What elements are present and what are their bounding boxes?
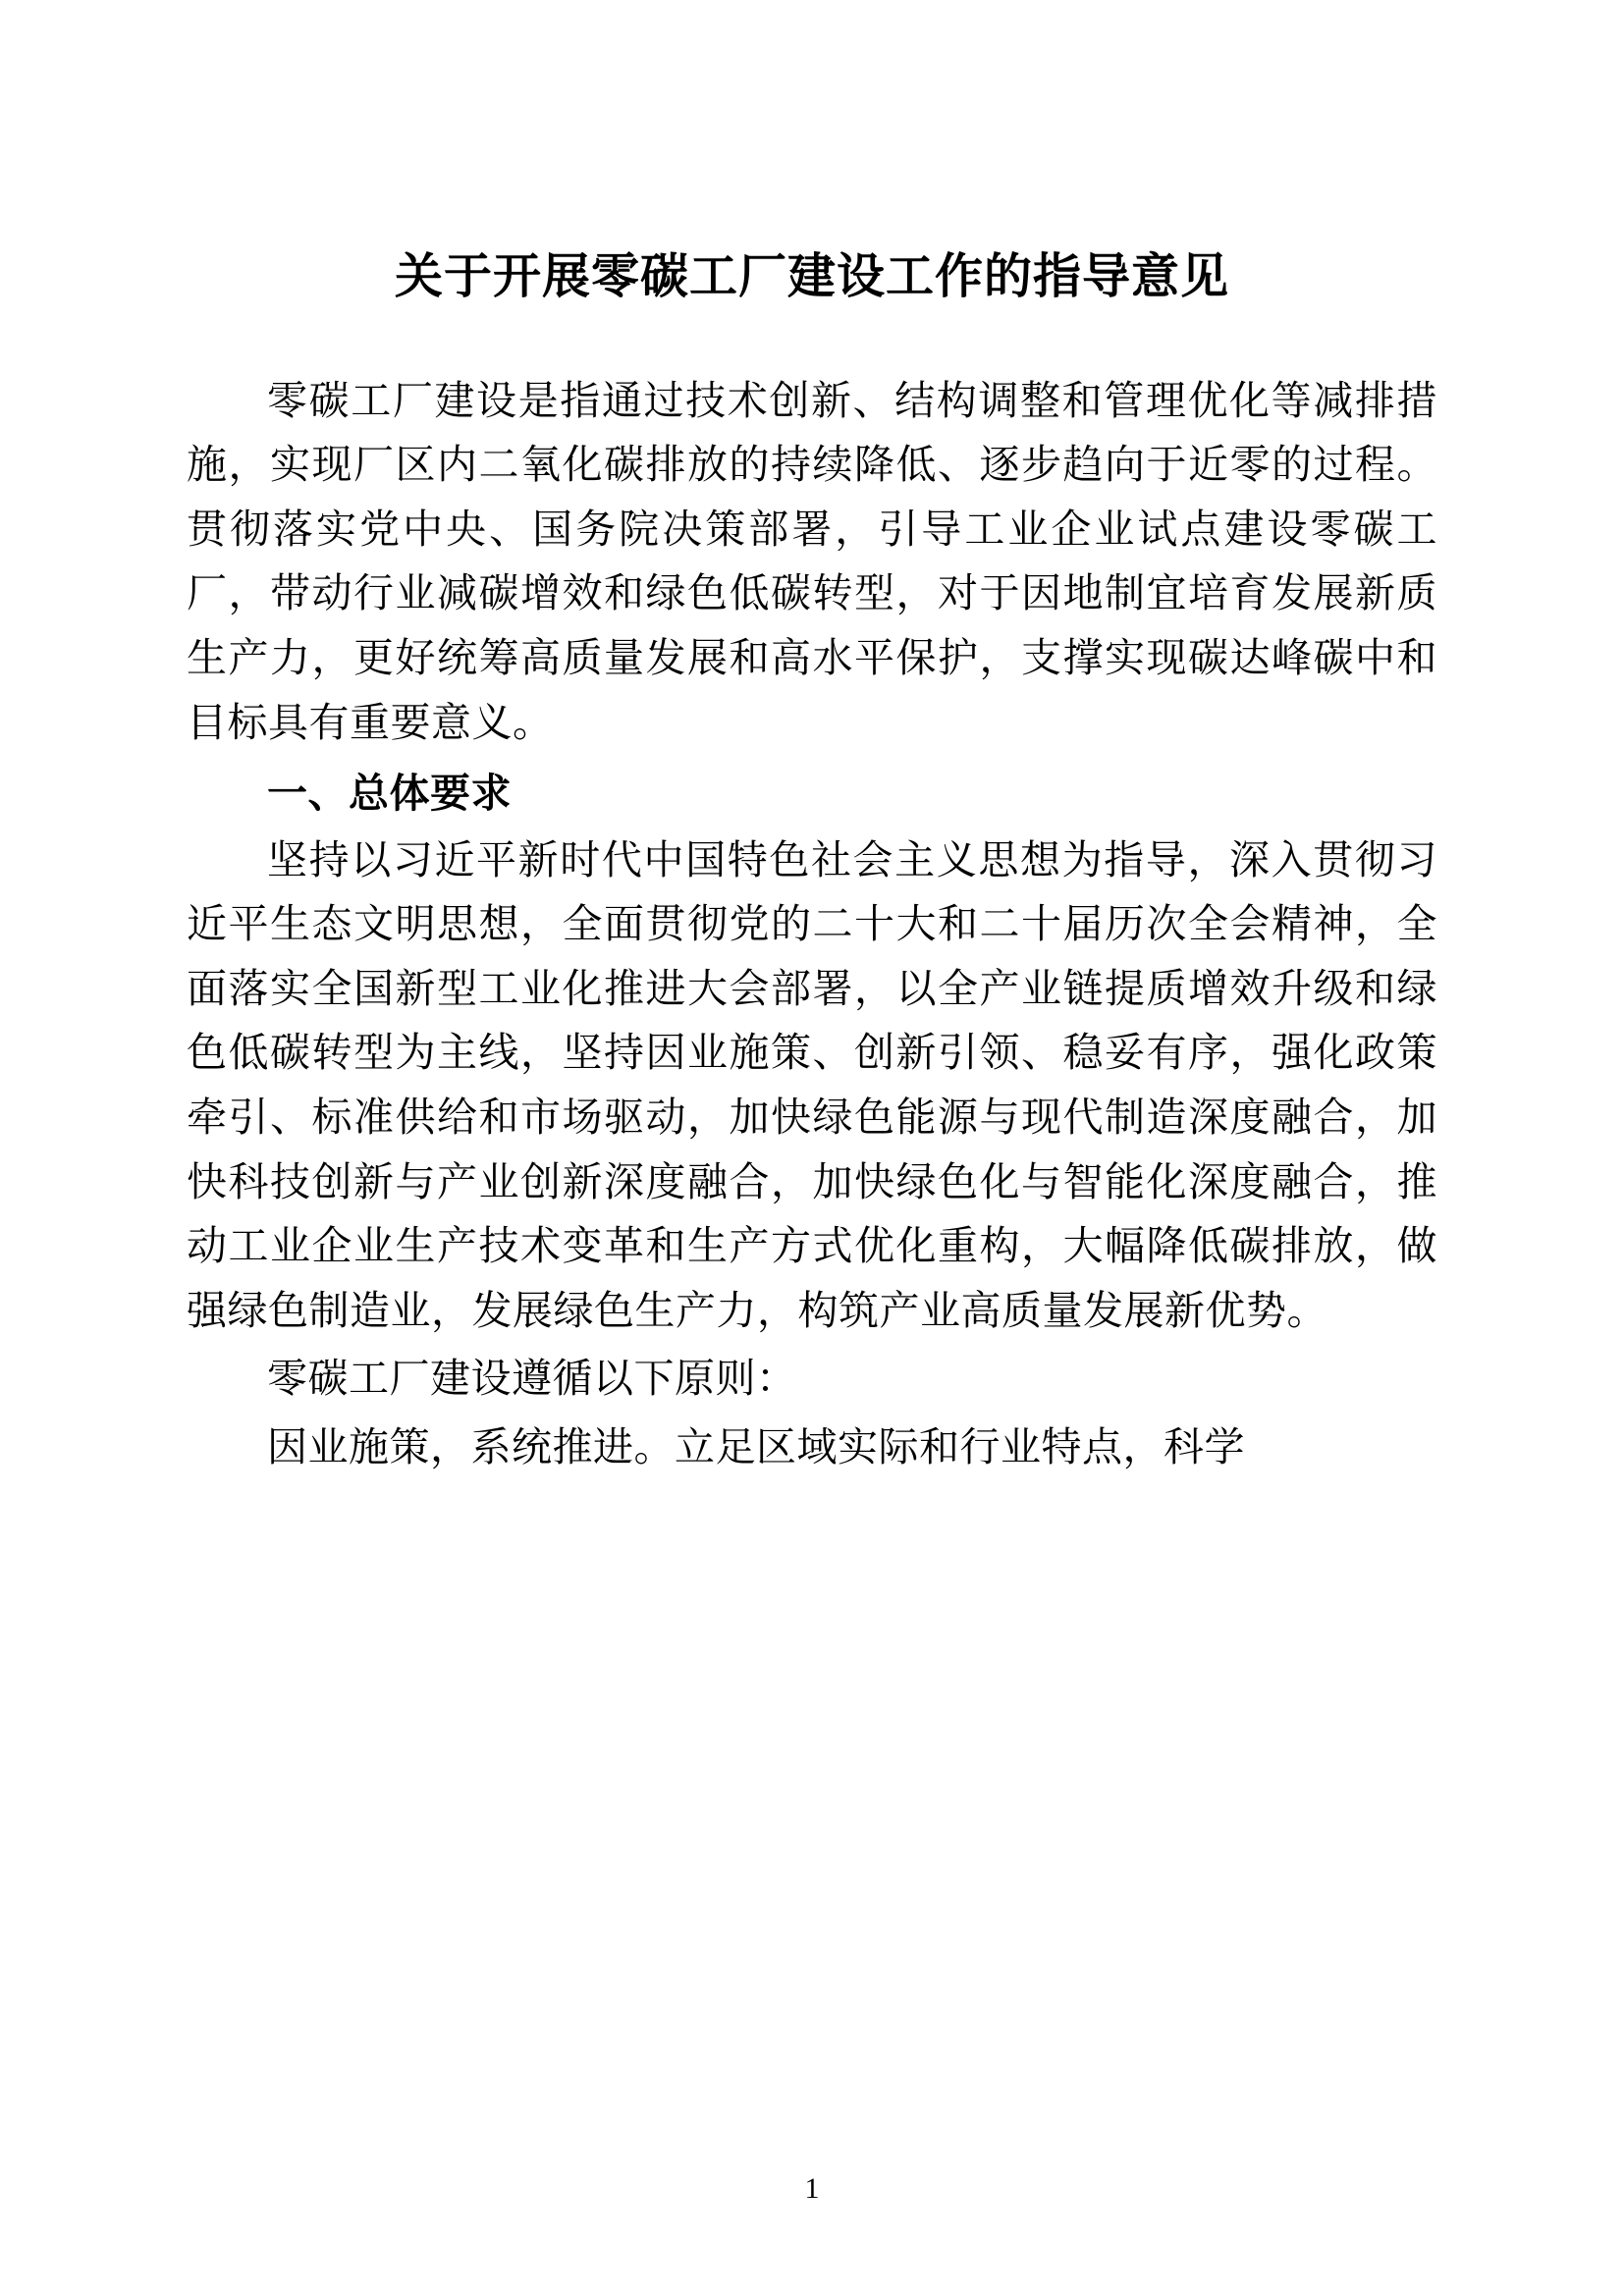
body-paragraph: 因业施策，系统推进。立足区域实际和行业特点，科学 (267, 1424, 1245, 1469)
body-paragraph: 零碳工厂建设遵循以下原则： (267, 1356, 797, 1402)
body-paragraph: 坚持以习近平新时代中国特色社会主义思想为指导，深入贯彻习近平生态文明思想，全面贯彻党的二十大和二十届历次全会精神，全面落实全国新型工业化推进大会部署，以全产业链提质增效升级和绿色低碳转型为主线，坚持因业施策、创新引领、稳妥有序，强化政策牵引、标准供给和市场驱动，加快绿色能源与现代制造深度融合，加快科技创新与产业创新深度融合，加快绿色化与智能化深度融合，推动工业企业生产技术变革和生产方式优化重构，大幅降低碳排放，做强绿色制造业，发展绿色生产力，构筑产业高质量发展新优势。 (187, 836, 1437, 1333)
page-title: 关于开展零碳工厂建设工作的指导意见 (394, 247, 1229, 304)
section-heading: 一、总体要求 (267, 770, 512, 818)
page-number: 1 (804, 2172, 820, 2205)
body-paragraph: 零碳工厂建设是指通过技术创新、结构调整和管理优化等减排措施，实现厂区内二氧化碳排放的持续降低、逐步趋向于近零的过程。贯彻落实党中央、国务院决策部署，引导工业企业试点建设零碳工厂，带动行业减碳增效和绿色低碳转型，对于因地制宜培育发展新质生产力，更好统筹高质量发展和高水平保护，支撑实现碳达峰碳中和目标具有重要意义。 (187, 377, 1437, 745)
